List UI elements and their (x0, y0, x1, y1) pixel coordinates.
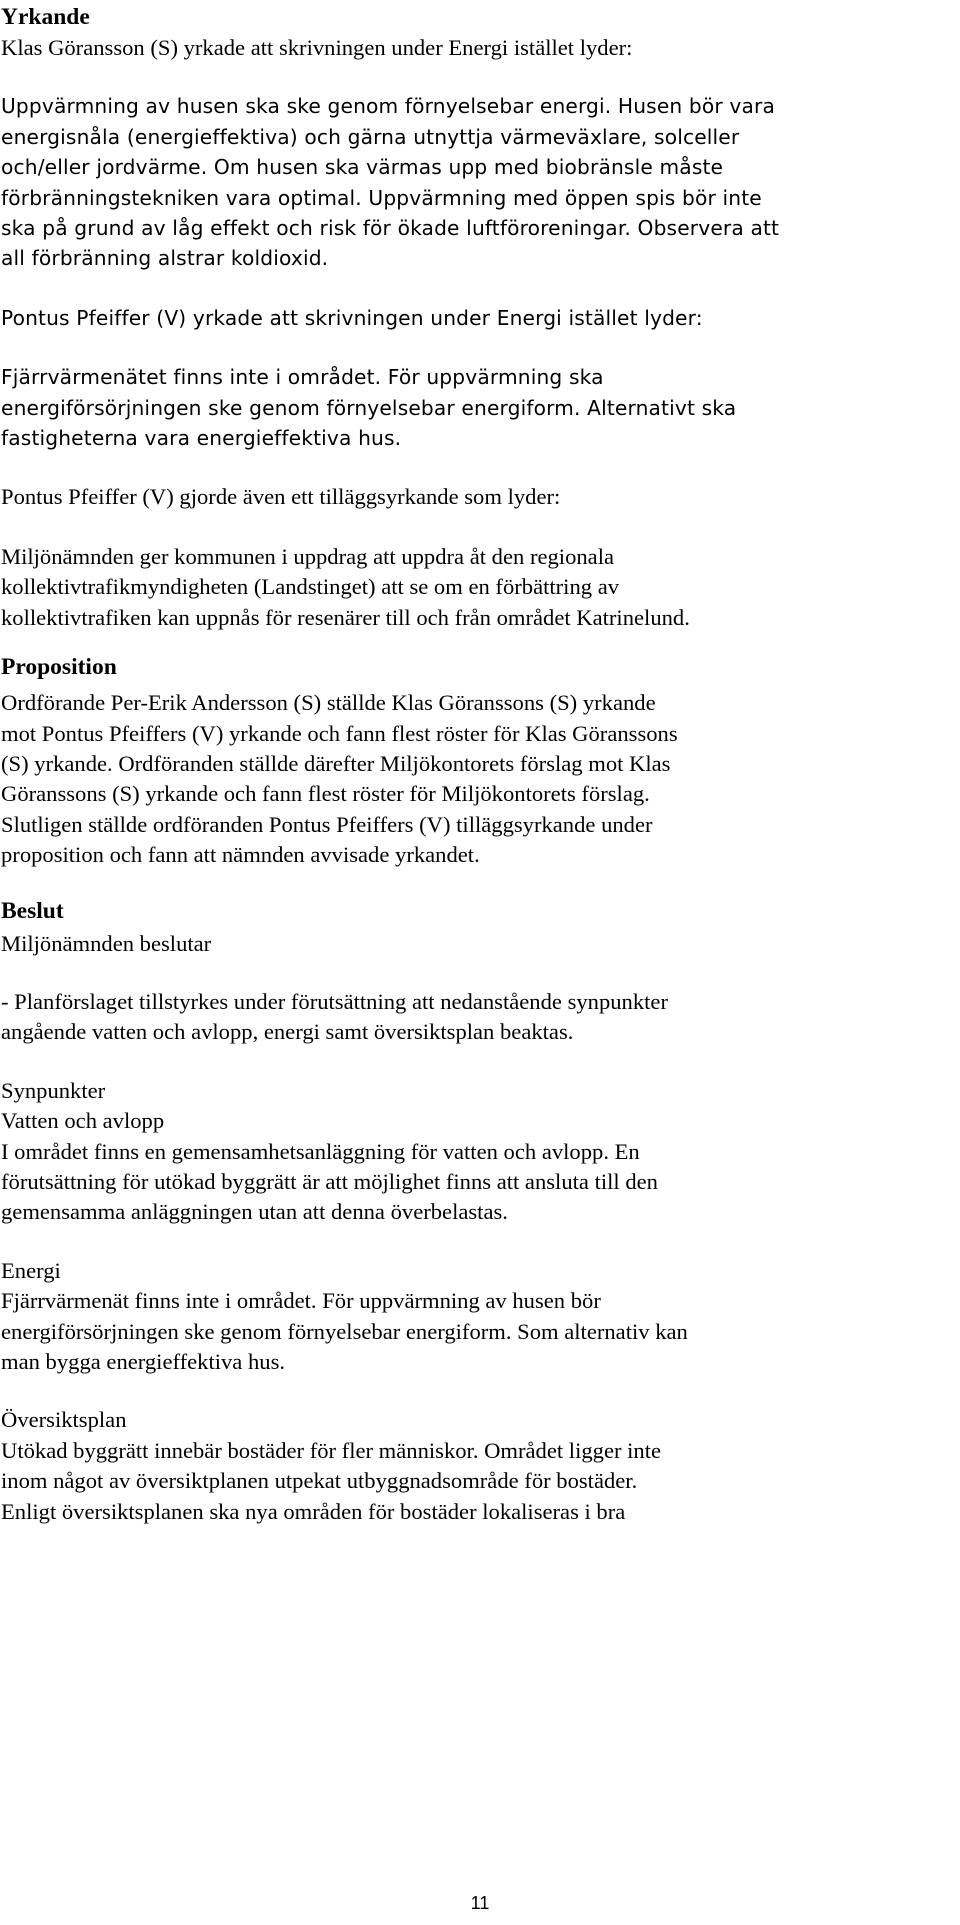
paragraph-pfeiffer-proposal-text (1, 362, 950, 453)
paragraph-pfeiffer-addition-text (1, 542, 950, 633)
text-line: Fjärrvärmenätet finns inte i området. För uppvärmning ska (1, 365, 604, 390)
text-line: Enligt översiktsplanen ska nya områden för bostäder lokaliseras i bra (1, 1498, 626, 1524)
text-line: kollektivtrafikmyndigheten (Landstinget) att se om en förbättring av (1, 574, 620, 600)
text-line: gemensamma anläggningen utan att denna överbelastas. (1, 1199, 508, 1225)
text-line: Utökad byggrätt innebär bostäder för fler människor. Området ligger inte (1, 1437, 662, 1463)
text-line: energiförsörjningen ske genom förnyelsebar energiform. Som alternativ kan (1, 1318, 688, 1344)
text-line: I området finns en gemensamhetsanläggning för vatten och avlopp. En (1, 1138, 640, 1164)
paragraph-beslut-intro: Miljönämnden beslutar (1, 930, 212, 956)
text-line: inom något av översiktplanen utpekat utbyggnadsområde för bostäder. (1, 1468, 638, 1494)
text-line: energisnåla (energieffektiva) och gärna utnyttja värmeväxlare, solceller (1, 124, 740, 149)
text-line: Energi (1, 1257, 61, 1283)
text-line: Fjärrvärmenät finns inte i området. För uppvärmning av husen bör (1, 1288, 601, 1314)
text-line: mot Pontus Pfeiffers (V) yrkande och fann flest röster för Klas Göranssons (1, 720, 678, 746)
text-line: förutsättning för utökad byggrätt är att möjlighet finns att ansluta till den (1, 1168, 658, 1194)
text-line: - Planförslaget tillstyrkes under förutsättning att nedanstående synpunkter (1, 988, 668, 1014)
text-line: Miljönämnden ger kommunen i uppdrag att uppdra åt den regionala (1, 543, 614, 569)
text-line: proposition och fann att nämnden avvisade yrkandet. (1, 842, 480, 868)
text-line: kollektivtrafiken kan uppnås för resenärer till och från området Katrinelund. (1, 604, 690, 630)
paragraph-energi (1, 1256, 950, 1378)
text-line: ska på grund av låg effekt och risk för ökade luftföroreningar. Observera att (1, 216, 780, 241)
text-line: (S) yrkande. Ordföranden ställde därefter Miljökontorets förslag mot Klas (1, 750, 671, 776)
paragraph-oversiktsplan (1, 1405, 950, 1527)
text-line: energiförsörjningen ske genom förnyelsebar energiform. Alternativt ska (1, 395, 737, 420)
text-line: Översiktsplan (1, 1407, 127, 1433)
heading-proposition: Proposition (1, 654, 117, 681)
text-line: Vatten och avlopp (1, 1108, 165, 1134)
text-line: fastigheterna vara energieffektiva hus. (1, 426, 402, 451)
text-line: förbränningstekniken vara optimal. Uppvärmning med öppen spis bör inte (1, 185, 762, 210)
paragraph-proposition (1, 688, 950, 870)
paragraph-pfeiffer-addition-motion: Pontus Pfeiffer (V) gjorde även ett tilläggsyrkande som lyder: (1, 484, 561, 510)
text-line: Slutligen ställde ordföranden Pontus Pfeiffers (V) tilläggsyrkande under (1, 811, 653, 837)
paragraph-synpunkter-vatten (1, 1076, 950, 1228)
text-line: all förbränning alstrar koldioxid. (1, 246, 329, 271)
text-line: Göranssons (S) yrkande och fann flest röster för Miljökontorets förslag. (1, 781, 650, 807)
heading-yrkande: Yrkande (1, 4, 90, 30)
text-line: man bygga energieffektiva hus. (1, 1349, 286, 1374)
paragraph-beslut-decision (1, 987, 950, 1048)
paragraph-pfeiffer-motion: Pontus Pfeiffer (V) yrkade att skrivningen under Energi istället lyder: (1, 305, 703, 330)
paragraph-goransson-proposal-text (1, 91, 950, 273)
paragraph-goransson-motion: Klas Göransson (S) yrkade att skrivningen under Energi istället lyder: (1, 35, 633, 60)
text-line: Uppvärmning av husen ska ske genom förnyelsebar energi. Husen bör vara (1, 94, 776, 119)
text-line: och/eller jordvärme. Om husen ska värmas upp med biobränsle måste (1, 155, 724, 180)
heading-beslut: Beslut (1, 897, 64, 924)
page-number: 11 (470, 1893, 490, 1913)
text-line: angående vatten och avlopp, energi samt översiktsplan beaktas. (1, 1019, 574, 1045)
text-line: Ordförande Per-Erik Andersson (S) ställde Klas Göranssons (S) yrkande (1, 690, 656, 716)
text-line: Synpunkter (1, 1077, 106, 1103)
